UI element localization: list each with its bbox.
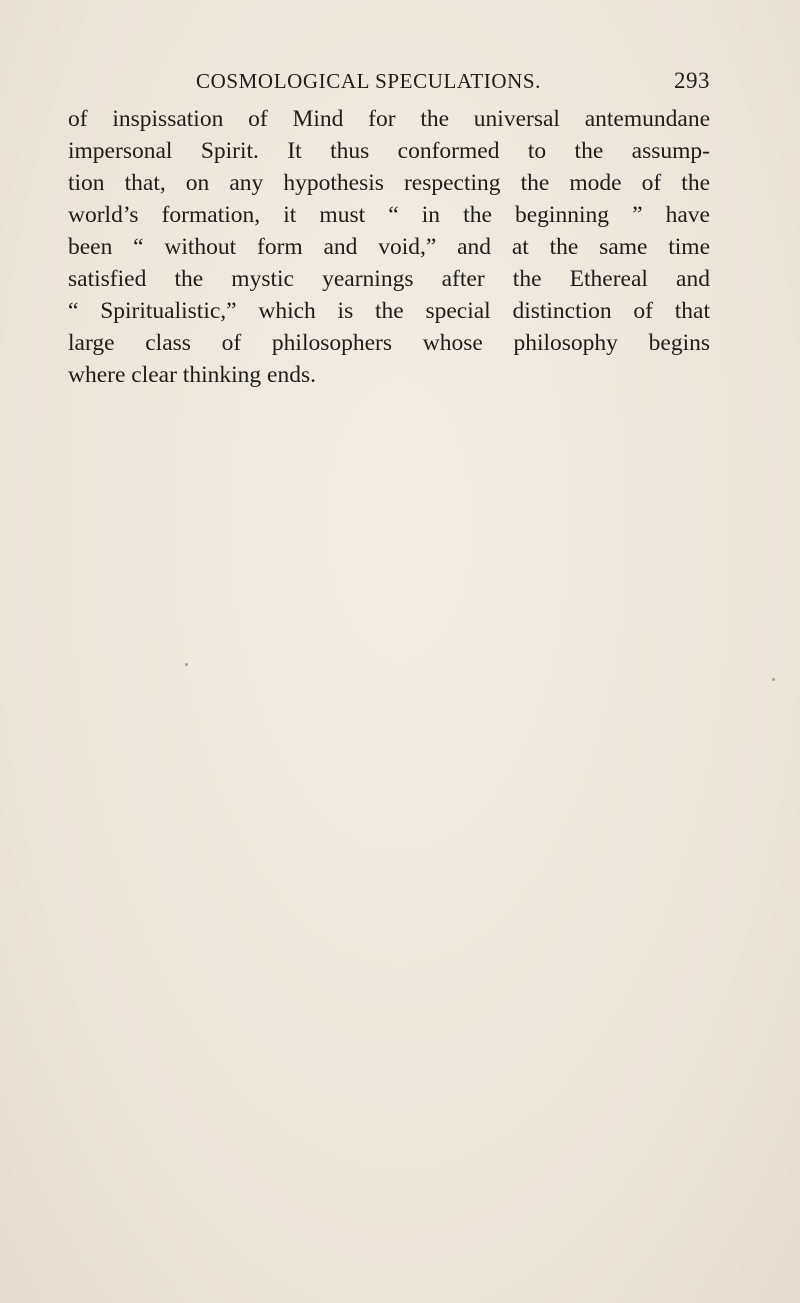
page-number: 293 <box>674 68 710 93</box>
text-line: where clear thinking ends. <box>68 362 316 388</box>
text-line: tion that, on any hypothesis respecting the mode of the <box>68 170 710 196</box>
running-head <box>196 64 710 98</box>
text-line: impersonal Spirit. It thus conformed to the assump- <box>68 138 710 164</box>
text-line: world’s formation, it must “ in the beginning ” have <box>68 202 710 228</box>
text-line: satisfied the mystic yearnings after the Ethereal and <box>68 266 710 292</box>
running-title: COSMOLOGICAL SPECULATIONS. <box>196 68 542 93</box>
text-line: large class of philosophers whose philosophy begins <box>68 330 710 356</box>
paper-speck <box>185 663 188 666</box>
text-line: been “ without form and void,” and at the same time <box>68 234 710 260</box>
text-line: of inspissation of Mind for the universal antemundane <box>68 106 710 132</box>
paper-speck <box>772 678 775 681</box>
text-line: “ Spiritualistic,” which is the special distinction of that <box>68 298 710 324</box>
body-paragraph <box>68 103 710 391</box>
